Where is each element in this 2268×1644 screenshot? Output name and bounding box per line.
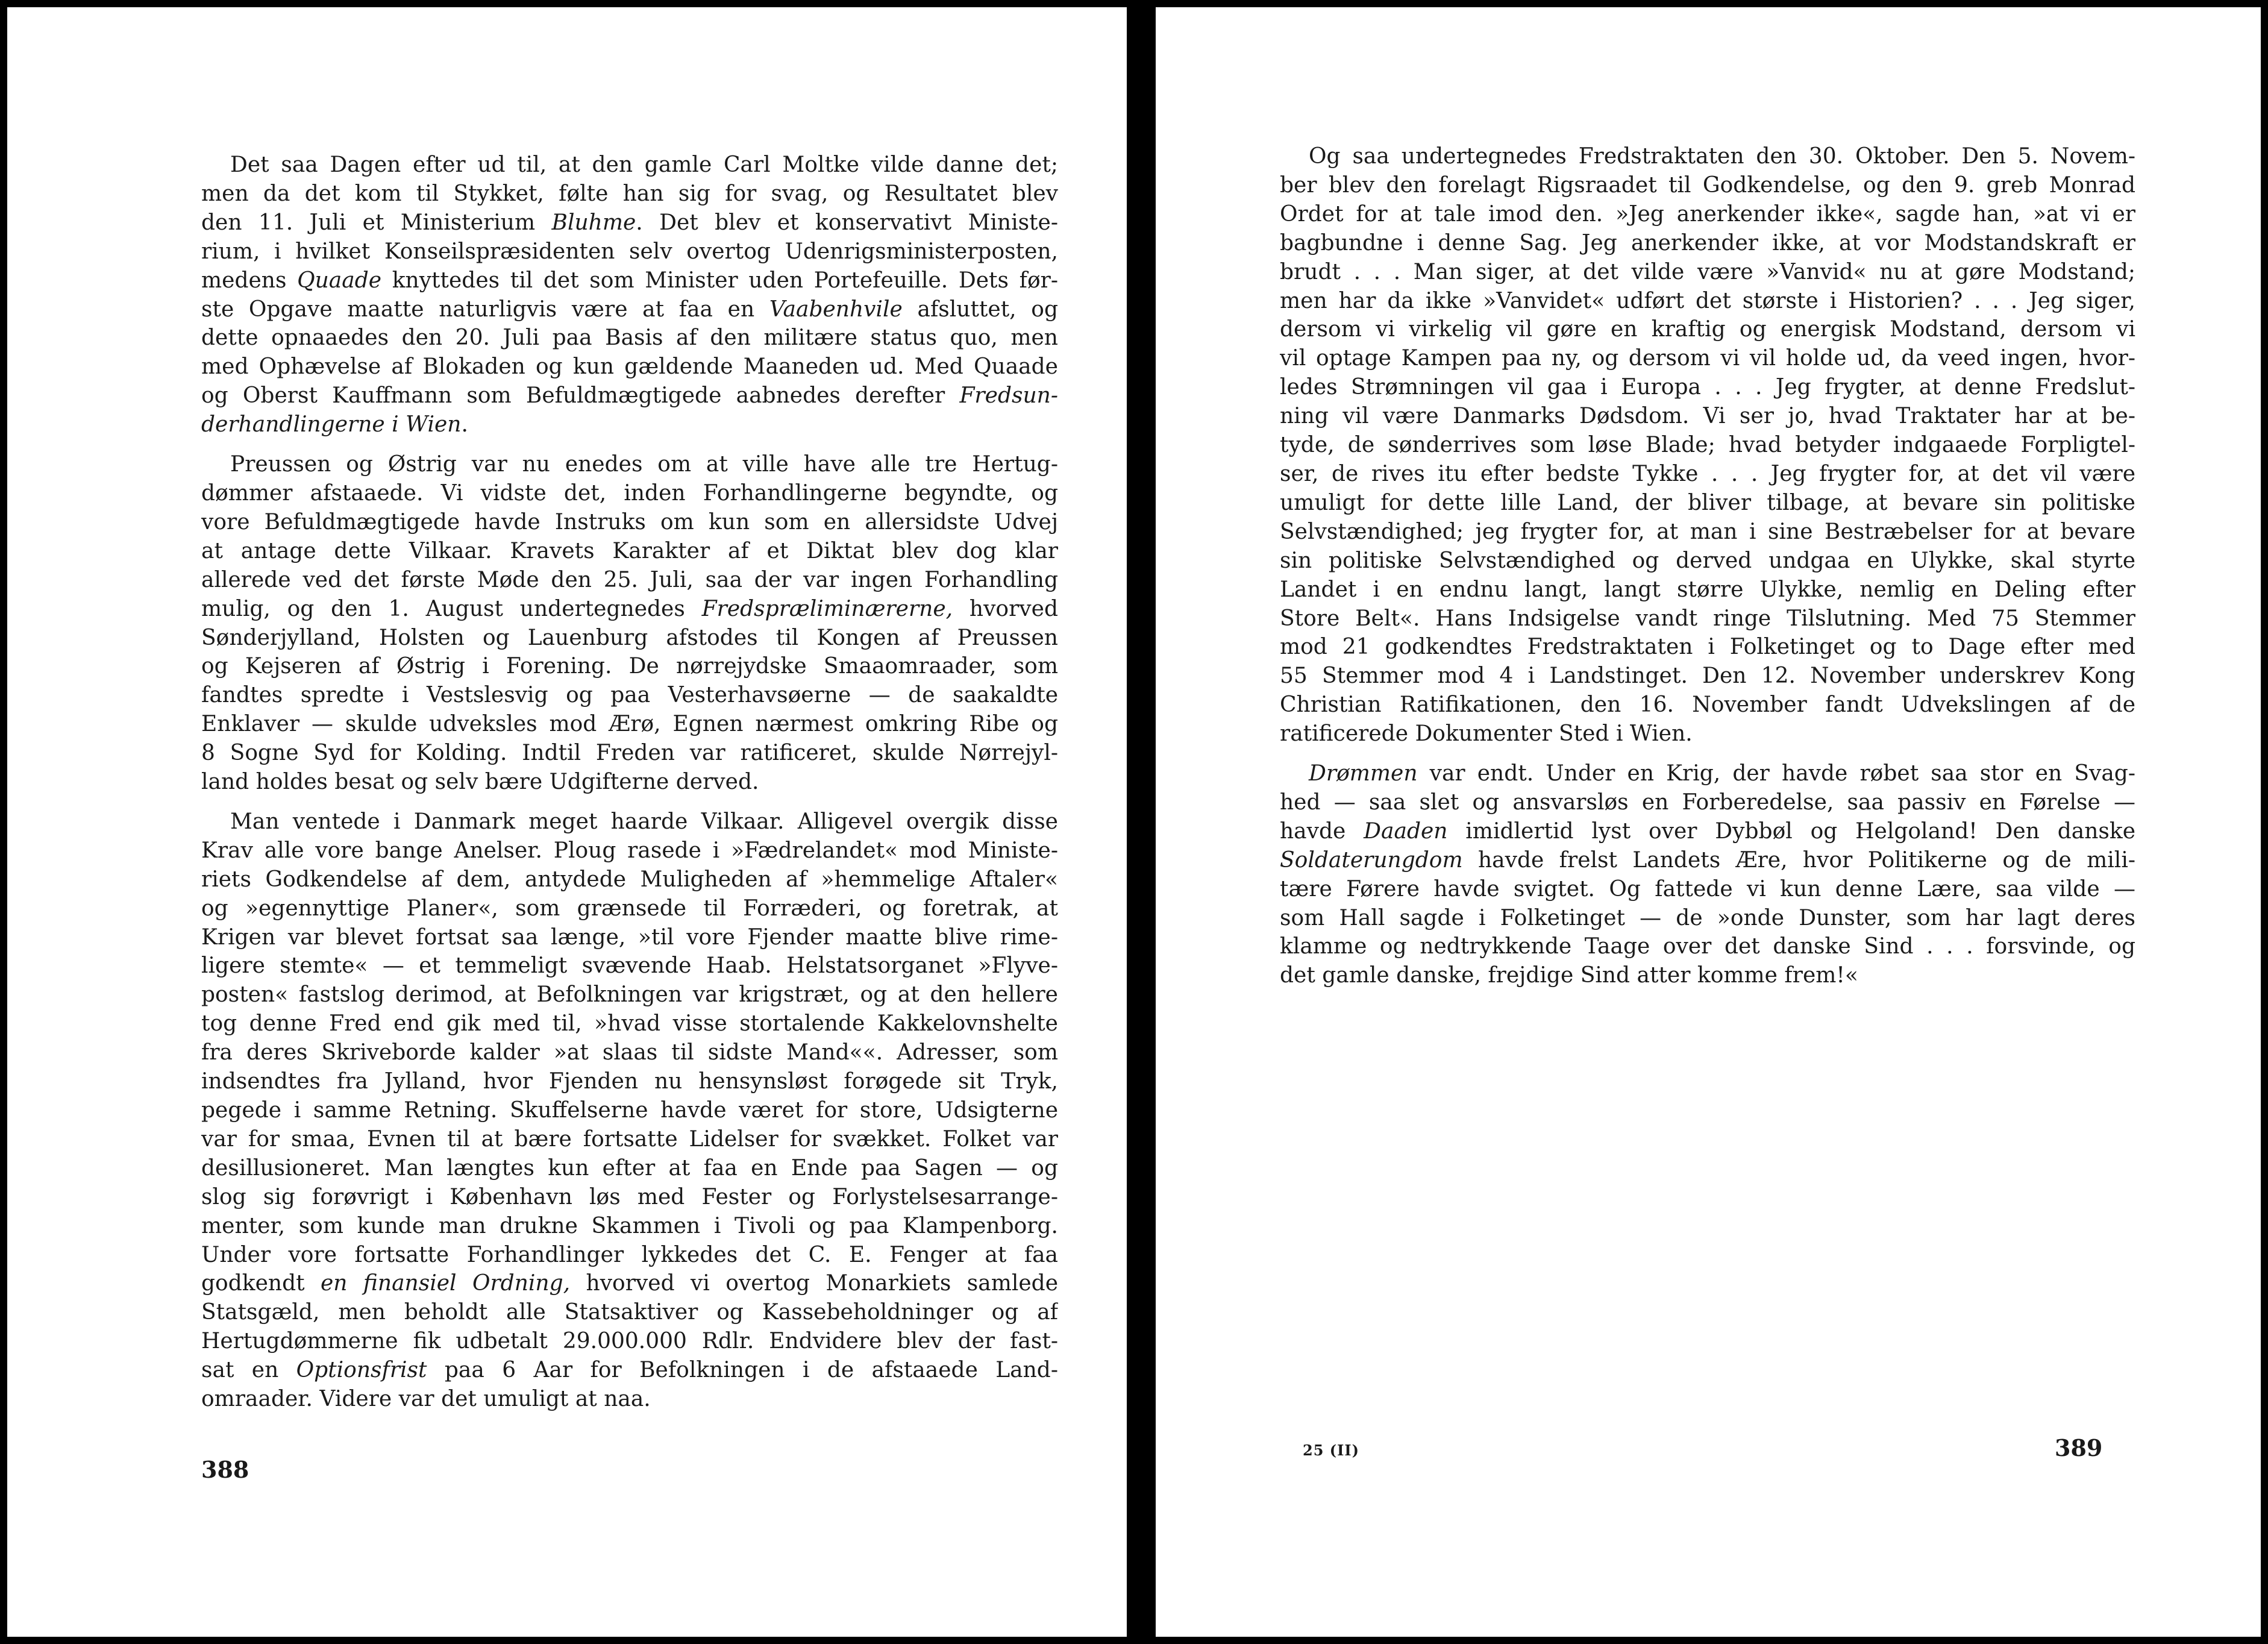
text-line bbox=[1280, 287, 2135, 316]
text-line bbox=[201, 410, 1058, 439]
text-line bbox=[201, 1385, 1058, 1414]
text-run: Under vore fortsatte Forhandlinger lykkedes det C. E. Fenger at faa bbox=[201, 1242, 1058, 1267]
text-run: desillusioneret. Man længtes kun efter at faa en Ende paa Sagen — og bbox=[201, 1155, 1058, 1181]
text-run: tog denne Fred end gik med til, »hvad visse stortalende Kakkelovnshelte bbox=[201, 1011, 1058, 1037]
text-line bbox=[1280, 431, 2135, 460]
text-line bbox=[1280, 961, 2135, 990]
text-run: som Hall sagde i Folketinget — de »onde Dunster, som har lagt deres bbox=[1280, 905, 2135, 930]
text-run: slog sig forøvrigt i København løs med Fester og Forlystelsesarrange- bbox=[201, 1184, 1058, 1209]
text-line bbox=[201, 595, 1058, 624]
text-line bbox=[1280, 788, 2135, 817]
text-line bbox=[201, 1183, 1058, 1212]
text-line bbox=[1280, 373, 2135, 402]
text-run: Preussen og Østrig var nu enedes om at ville have alle tre Hertug- bbox=[230, 452, 1058, 477]
italic-text: derhandlingerne i Wien bbox=[201, 412, 462, 438]
text-line bbox=[1280, 315, 2135, 344]
text-line bbox=[201, 739, 1058, 768]
text-line bbox=[1280, 633, 2135, 662]
text-run: Statsgæld, men beholdt alle Statsaktiver og Kassebeholdninger og af bbox=[201, 1300, 1058, 1325]
text-run: ligere stemte« — et temmeligt svævende Haab. Helstatsorganet »Flyve- bbox=[201, 953, 1058, 979]
text-line bbox=[1280, 817, 2135, 846]
text-line bbox=[1280, 460, 2135, 489]
text-run: hvorved bbox=[953, 596, 1058, 621]
text-line bbox=[1280, 200, 2135, 229]
text-run: allerede ved det første Møde den 25. Juli, saa der var ingen Forhandling bbox=[201, 567, 1058, 592]
text-run: den 11. Juli et Ministerium bbox=[201, 210, 552, 235]
text-line bbox=[201, 324, 1058, 353]
text-run: bagbundne i denne Sag. Jeg anerkender ikke, at vor Modstandskraft er bbox=[1280, 230, 2135, 256]
text-run: Store Belt«. Hans Indsigelse vandt ringe Tilslutning. Med 75 Stemmer bbox=[1280, 606, 2135, 631]
text-line bbox=[201, 836, 1058, 865]
text-line bbox=[201, 1327, 1058, 1356]
text-run: Krigen var blevet fortsat saa længe, »til vore Fjender maatte blive rime- bbox=[201, 924, 1058, 950]
text-line bbox=[201, 180, 1058, 209]
text-line bbox=[1280, 720, 2135, 748]
text-line bbox=[1280, 576, 2135, 604]
paragraph bbox=[201, 450, 1058, 797]
text-run: ser, de rives itu efter bedste Tykke . . . Jeg frygter for, at det vil være bbox=[1280, 461, 2135, 486]
text-run: Man ventede i Danmark meget haarde Vilkaar. Alligevel overgik disse bbox=[230, 809, 1058, 834]
text-run: Og saa undertegnedes Fredstraktaten den 30. Oktober. Den 5. Novem- bbox=[1309, 144, 2135, 169]
text-run: paa 6 Aar for Befolkningen i de afstaaede Land- bbox=[427, 1358, 1058, 1383]
text-run: vore Befuldmægtigede havde Instruks om kun som en allersidste Udvej bbox=[201, 509, 1058, 535]
text-run: ber blev den forelagt Rigsraadet til Godkendelse, og den 9. greb Monrad bbox=[1280, 172, 2135, 198]
text-run: mulig, og den 1. August undertegnedes bbox=[201, 596, 702, 621]
text-run: brudt . . . Man siger, at det vilde være »Vanvid« nu at gøre Modstand; bbox=[1280, 259, 2135, 284]
text-line bbox=[201, 681, 1058, 710]
italic-text: Fredspræliminærerne, bbox=[701, 596, 953, 621]
text-line bbox=[201, 980, 1058, 1009]
text-line bbox=[201, 710, 1058, 739]
text-run: vil optage Kampen paa ny, og dersom vi vil holde ud, da veed ingen, hvor- bbox=[1280, 346, 2135, 371]
left-page-number: 388 bbox=[201, 1456, 249, 1483]
text-line bbox=[1280, 932, 2135, 961]
text-run: mod 21 godkendtes Fredstraktaten i Folketinget og to Dage efter med bbox=[1280, 635, 2135, 660]
text-line bbox=[201, 865, 1058, 894]
italic-text: Quaade bbox=[297, 268, 382, 293]
right-page-number: 389 bbox=[2055, 1434, 2103, 1461]
text-line bbox=[201, 1212, 1058, 1241]
text-run: var for smaa, Evnen til at bære fortsatte Lidelser for svækket. Folket var bbox=[201, 1126, 1058, 1152]
text-run: knyttedes til det som Minister uden Portefeuille. Dets før- bbox=[381, 268, 1058, 293]
text-line bbox=[201, 209, 1058, 237]
text-run: Ordet for at tale imod den. »Jeg anerkender ikke«, sagde han, »at vi er bbox=[1280, 201, 2135, 227]
text-run: 8 Sogne Syd for Kolding. Indtil Freden var ratificeret, skulde Nørrejyl- bbox=[201, 741, 1058, 766]
text-run: Hertugdømmerne fik udbetalt 29.000.000 Rdlr. Endvidere blev der fast- bbox=[201, 1329, 1058, 1354]
text-run: var endt. Under en Krig, der havde røbet saa stor en Svag- bbox=[1417, 761, 2135, 786]
text-line bbox=[201, 1269, 1058, 1298]
italic-text: en finansiel Ordning, bbox=[321, 1271, 571, 1296]
text-run: ratificerede Dokumenter Sted i Wien. bbox=[1280, 721, 1693, 747]
text-run: posten« fastslog derimod, at Befolkningen var krigstræt, og at den hellere bbox=[201, 982, 1058, 1008]
text-run: Landet i en endnu langt, langt større Ulykke, nemlig en Deling efter bbox=[1280, 577, 2135, 602]
text-line bbox=[201, 508, 1058, 537]
text-line bbox=[1280, 258, 2135, 287]
text-line bbox=[201, 1125, 1058, 1154]
text-run: rium, i hvilket Konseilspræsidenten selv overtog Udenrigsministerposten, bbox=[201, 239, 1058, 264]
text-line bbox=[201, 566, 1058, 595]
right-page-body bbox=[1280, 142, 2135, 990]
text-line bbox=[201, 1298, 1058, 1327]
text-line bbox=[201, 1356, 1058, 1385]
text-run: afsluttet, og bbox=[902, 296, 1058, 322]
text-run: dette opnaaedes den 20. Juli paa Basis af den militære status quo, men bbox=[201, 325, 1058, 351]
text-line bbox=[1280, 489, 2135, 518]
text-line bbox=[201, 952, 1058, 980]
paragraph bbox=[1280, 759, 2135, 990]
text-run: Enklaver — skulde udveksles mod Ærø, Egnen nærmest omkring Ribe og bbox=[201, 712, 1058, 737]
text-run: ste Opgave maatte naturligvis være at faa en bbox=[201, 296, 769, 322]
text-line bbox=[1280, 846, 2135, 875]
text-run: Det saa Dagen efter ud til, at den gamle Carl Moltke vilde danne det; bbox=[230, 152, 1058, 177]
text-line bbox=[201, 151, 1058, 180]
text-line bbox=[201, 537, 1058, 566]
text-line bbox=[201, 381, 1058, 410]
text-run: riets Godkendelse af dem, antydede Muligheden af »hemmelige Aftaler« bbox=[201, 867, 1058, 892]
text-line bbox=[1280, 344, 2135, 373]
left-page bbox=[7, 7, 1127, 1637]
text-line bbox=[201, 894, 1058, 923]
text-line bbox=[201, 450, 1058, 479]
text-run: menter, som kunde man drukne Skammen i Tivoli og paa Klampenborg. bbox=[201, 1213, 1058, 1238]
text-run: fandtes spredte i Vestslesvig og paa Vesterhavsøerne — de saakaldte bbox=[201, 683, 1058, 708]
text-line bbox=[201, 808, 1058, 836]
italic-text: Drømmen bbox=[1309, 761, 1418, 786]
text-run: Krav alle vore bange Anelser. Ploug rasede i »Fædrelandet« mod Ministe- bbox=[201, 838, 1058, 863]
text-run: det gamle danske, frejdige Sind atter komme frem!« bbox=[1280, 963, 1858, 988]
text-line bbox=[1280, 518, 2135, 547]
text-line bbox=[201, 353, 1058, 381]
text-line bbox=[201, 295, 1058, 324]
text-run: dersom vi virkelig vil gøre en kraftig og energisk Modstand, dersom vi bbox=[1280, 317, 2135, 342]
text-run: sin politiske Selvstændighed og derved undgaa en Ulykke, skal styrte bbox=[1280, 548, 2135, 573]
text-line bbox=[201, 1067, 1058, 1096]
text-run: . bbox=[461, 412, 468, 438]
text-run: umuligt for dette lille Land, der bliver tilbage, at bevare sin politiske bbox=[1280, 490, 2135, 515]
text-line bbox=[201, 923, 1058, 952]
text-run: godkendt bbox=[201, 1271, 321, 1296]
text-line bbox=[1280, 171, 2135, 200]
text-run: fra deres Skriveborde kalder »at slaas til sidste Mand««. Adresser, som bbox=[201, 1040, 1058, 1065]
text-run: sat en bbox=[201, 1358, 296, 1383]
text-line bbox=[1280, 662, 2135, 691]
italic-text: Vaabenhvile bbox=[769, 296, 903, 322]
text-line bbox=[201, 479, 1058, 508]
text-run: og Oberst Kauffmann som Befuldmægtigede aabnedes derefter bbox=[201, 383, 960, 409]
italic-text: Optionsfrist bbox=[296, 1358, 427, 1383]
text-run: men da det kom til Stykket, følte han sig for svag, og Resultatet blev bbox=[201, 181, 1058, 206]
text-run: medens bbox=[201, 268, 298, 293]
text-run: men har da ikke »Vanvidet« udført det største i Historien? . . . Jeg siger, bbox=[1280, 288, 2135, 313]
text-line bbox=[1280, 759, 2135, 788]
signature-mark: 25 (II) bbox=[1303, 1442, 1359, 1459]
text-run: hed — saa slet og ansvarsløs en Forberedelse, saa passiv en Førelse — bbox=[1280, 789, 2135, 815]
text-line bbox=[1280, 142, 2135, 171]
text-run: at antage dette Vilkaar. Kravets Karakter af et Diktat blev dog klar bbox=[201, 538, 1058, 563]
text-run: land holdes besat og selv bære Udgifterne derved. bbox=[201, 770, 759, 795]
text-line bbox=[1280, 904, 2135, 933]
text-run: tyde, de sønderrives som løse Blade; hvad betyder indgaaede Forpligtel- bbox=[1280, 433, 2135, 458]
text-line bbox=[201, 1009, 1058, 1038]
text-line bbox=[1280, 402, 2135, 431]
text-run: indsendtes fra Jylland, hvor Fjenden nu hensynsløst forøgede sit Tryk, bbox=[201, 1069, 1058, 1094]
text-run: ledes Strømningen vil gaa i Europa . . . Jeg frygter, at denne Fredslut- bbox=[1280, 375, 2135, 400]
text-run: 55 Stemmer mod 4 i Landstinget. Den 12. November underskrev Kong bbox=[1280, 664, 2135, 689]
italic-text: Soldaterungdom bbox=[1280, 847, 1463, 873]
left-page-body bbox=[201, 151, 1058, 1414]
italic-text: Bluhme bbox=[551, 210, 636, 235]
text-line bbox=[1280, 691, 2135, 720]
text-run: klamme og nedtrykkende Taage over det danske Sind . . . forsvinde, og bbox=[1280, 934, 2135, 959]
text-run: dømmer afstaaede. Vi vidste det, inden Forhandlingerne begyndte, og bbox=[201, 480, 1058, 506]
italic-text: Daaden bbox=[1364, 818, 1448, 844]
text-run: havde frelst Landets Ære, hvor Politikerne og de mili- bbox=[1462, 847, 2135, 873]
text-run: Selvstændighed; jeg frygter for, at man i sine Bestræbelser for at bevare bbox=[1280, 519, 2135, 544]
paragraph bbox=[201, 808, 1058, 1414]
text-line bbox=[201, 1096, 1058, 1125]
text-run: imidlertid lyst over Dybbøl og Helgoland! Den danske bbox=[1447, 818, 2135, 844]
text-run: Sønderjylland, Holsten og Lauenburg afstodes til Kongen af Preussen bbox=[201, 625, 1058, 650]
text-run: ning vil være Danmarks Dødsdom. Vi ser jo, hvad Traktater har at be- bbox=[1280, 404, 2135, 429]
text-run: hvorved vi overtog Monarkiets samlede bbox=[570, 1271, 1058, 1296]
text-run: og »egennyttige Planer«, som grænsede til Forræderi, og foretrak, at bbox=[201, 896, 1058, 921]
text-line bbox=[201, 624, 1058, 653]
text-line bbox=[201, 1241, 1058, 1270]
right-page bbox=[1156, 7, 2261, 1637]
text-line bbox=[201, 266, 1058, 295]
text-run: Christian Ratifikationen, den 16. November fandt Udvekslingen af de bbox=[1280, 692, 2135, 718]
italic-text: Fredsun- bbox=[959, 383, 1058, 409]
text-run: . Det blev et konservativt Ministe- bbox=[636, 210, 1058, 235]
text-line bbox=[1280, 229, 2135, 258]
text-line bbox=[201, 1154, 1058, 1183]
text-line bbox=[1280, 875, 2135, 904]
text-line bbox=[201, 652, 1058, 681]
text-line bbox=[1280, 547, 2135, 576]
text-line bbox=[201, 768, 1058, 797]
text-run: med Ophævelse af Blokaden og kun gældende Maaneden ud. Med Quaade bbox=[201, 354, 1058, 380]
text-run: pegede i samme Retning. Skuffelserne havde været for store, Udsigterne bbox=[201, 1098, 1058, 1123]
text-run: og Kejseren af Østrig i Forening. De nørrejydske Smaaomraader, som bbox=[201, 654, 1058, 679]
text-run: omraader. Videre var det umuligt at naa. bbox=[201, 1387, 651, 1412]
text-run: havde bbox=[1280, 818, 1364, 844]
paragraph bbox=[1280, 142, 2135, 748]
paragraph bbox=[201, 151, 1058, 439]
text-line bbox=[201, 237, 1058, 266]
text-run: tære Førere havde svigtet. Og fattede vi kun denne Lære, saa vilde — bbox=[1280, 876, 2135, 902]
text-line bbox=[201, 1038, 1058, 1067]
text-line bbox=[1280, 604, 2135, 633]
